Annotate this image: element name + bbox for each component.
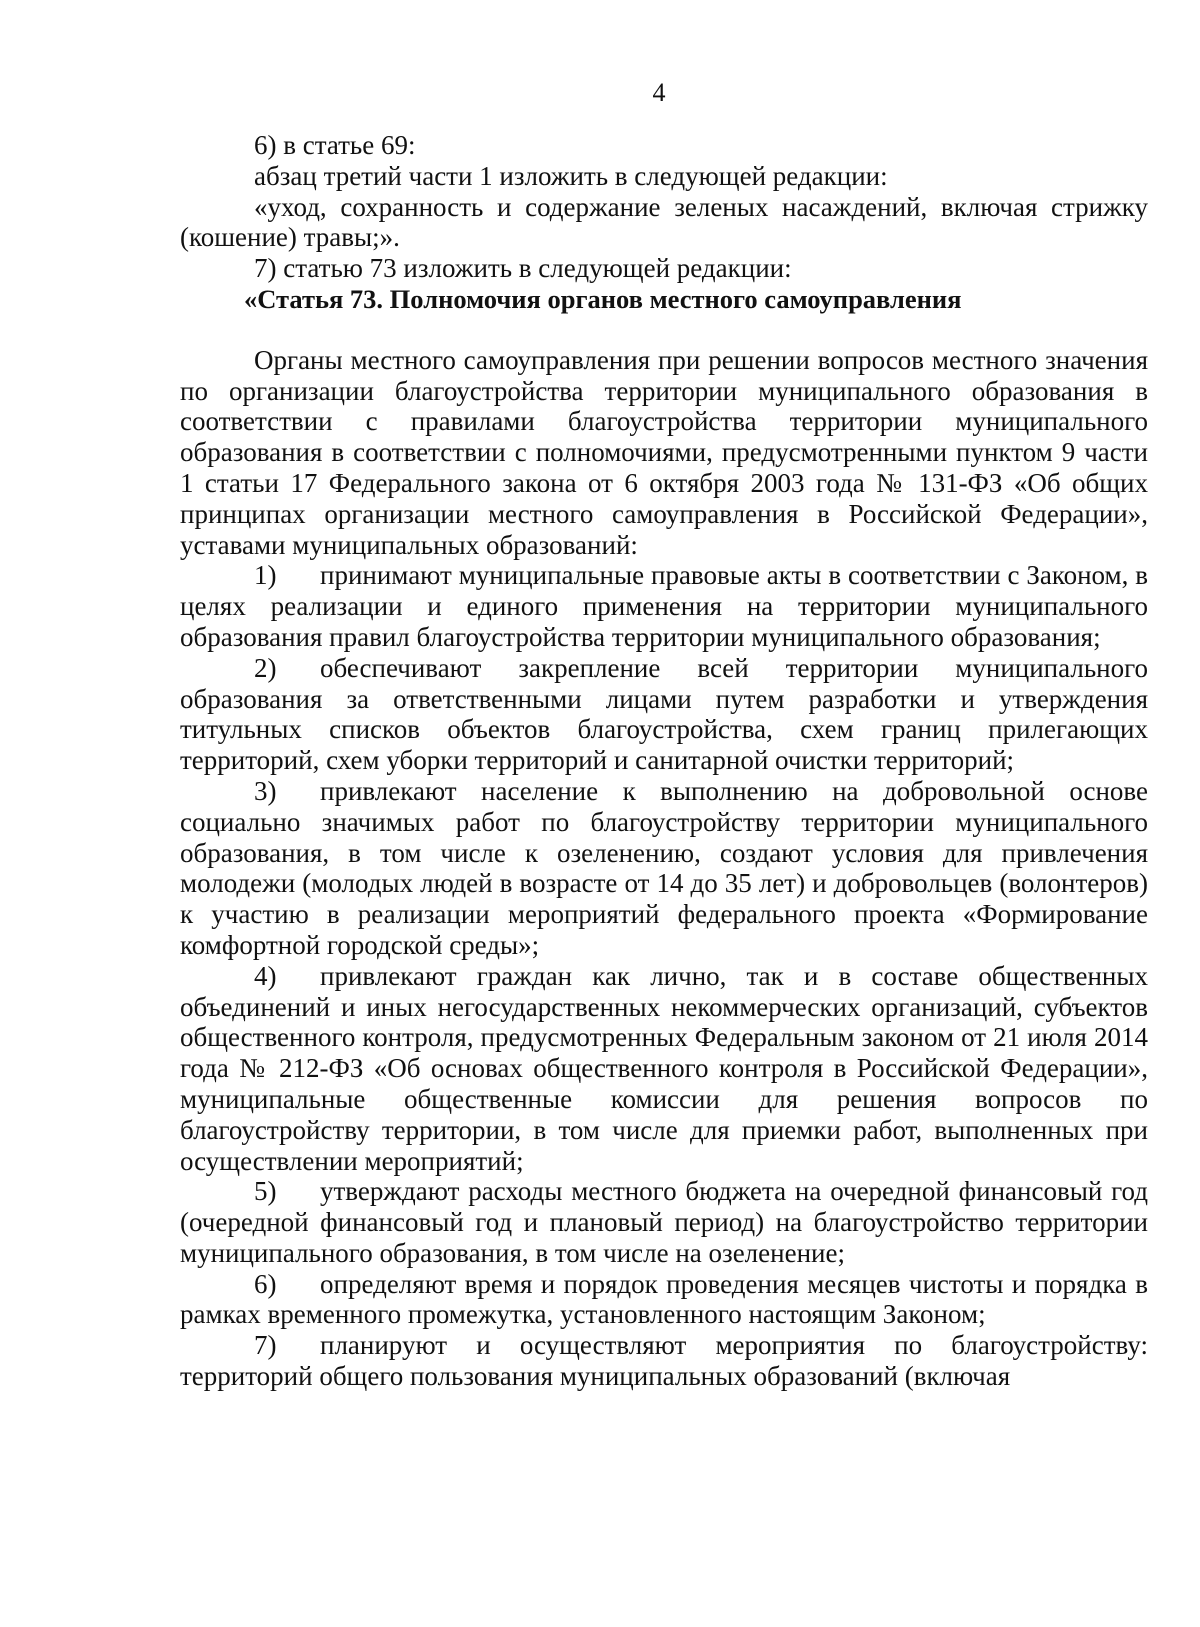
list-item-text: утверждают расходы местного бюджета на очередной финансовый год (очередной финансовый год и плановый период) на благоустройство территории муниципального образования, в том числе на озеленение; <box>180 1176 1148 1268</box>
list-item-number: 7) <box>254 1330 277 1361</box>
list-item-text: планируют и осуществляют мероприятия по благоустройству: территорий общего пользования муниципальных образований (включая <box>180 1330 1148 1392</box>
list-item-number: 4) <box>254 960 277 991</box>
list-item <box>180 776 1148 961</box>
list-item-number: 6) <box>254 1268 277 1299</box>
amendment-item-6: 6) в статье 69: <box>254 130 416 160</box>
list-item-text: определяют время и порядок проведения месяцев чистоты и порядка в рамках временного промежутка, установленного настоящим Законом; <box>180 1268 1148 1330</box>
list-item-text: принимают муниципальные правовые акты в соответствии с Законом, в целях реализации и единого применения на территории муниципального образования правил благоустройства территории муниципального образования; <box>180 560 1148 652</box>
list-item <box>180 1176 1148 1268</box>
article-heading: «Статья 73. Полномочия органов местного самоуправления <box>244 283 962 314</box>
document-body <box>180 130 1148 1392</box>
amendment-item-7: 7) статью 73 изложить в следующей редакции: <box>254 253 792 284</box>
powers-list <box>180 560 1148 1392</box>
list-item <box>180 961 1148 1177</box>
list-item <box>180 1330 1148 1392</box>
list-item-text: привлекают население к выполнению на добровольной основе социально значимых работ по благоустройству территории муниципального образования, в том числе к озеленению, создают условия для привлечения молодежи (молодых людей в возрасте от 14 до 35 лет) и добровольцев (волонтеров) к участию в реализации мероприятий федерального проекта «Формирование комфортной городской среды»; <box>180 775 1148 960</box>
list-item-number: 1) <box>254 560 277 591</box>
list-item-number: 2) <box>254 652 277 683</box>
list-item-number: 5) <box>254 1176 277 1207</box>
amendment-quote: «уход, сохранность и содержание зеленых насаждений, включая стрижку (кошение) травы;». <box>180 191 1148 253</box>
list-item <box>180 560 1148 652</box>
list-item <box>180 1269 1148 1331</box>
list-item-number: 3) <box>254 775 277 806</box>
lead-paragraph: Органы местного самоуправления при решении вопросов местного значения по организации благоустройства территории муниципального образования в соответствии с правилами благоустройства территории муниципального образования в соответствии с полномочиями, предусмотренными пунктом 9 части 1 статьи 17 Федерального закона от 6 октября 2003 года № 131-ФЗ «Об общих принципах организации местного самоуправления в Российской Федерации», уставами муниципальных образований: <box>180 344 1148 560</box>
list-item-text: обеспечивают закрепление всей территории муниципального образования за ответственными лицами путем разработки и утверждения титульных списков объектов благоустройства, схем границ прилегающих территорий, схем уборки территорий и санитарной очистки территорий; <box>180 652 1148 776</box>
spacer <box>180 315 1148 345</box>
amendment-paragraph-instruction: абзац третий части 1 изложить в следующей редакции: <box>254 160 888 191</box>
list-item-text: привлекают граждан как лично, так и в составе общественных объединений и иных негосударственных некоммерческих организаций, субъектов общественного контроля, предусмотренных Федеральным законом от 21 июля 2014 года № 212-ФЗ «Об основах общественного контроля в Российской Федерации», муниципальные общественные комиссии для решения вопросов по благоустройству территории, в том числе для приемки работ, выполненных при осуществлении мероприятий; <box>180 960 1148 1176</box>
list-item <box>180 653 1148 776</box>
page-number: 4 <box>652 78 666 107</box>
